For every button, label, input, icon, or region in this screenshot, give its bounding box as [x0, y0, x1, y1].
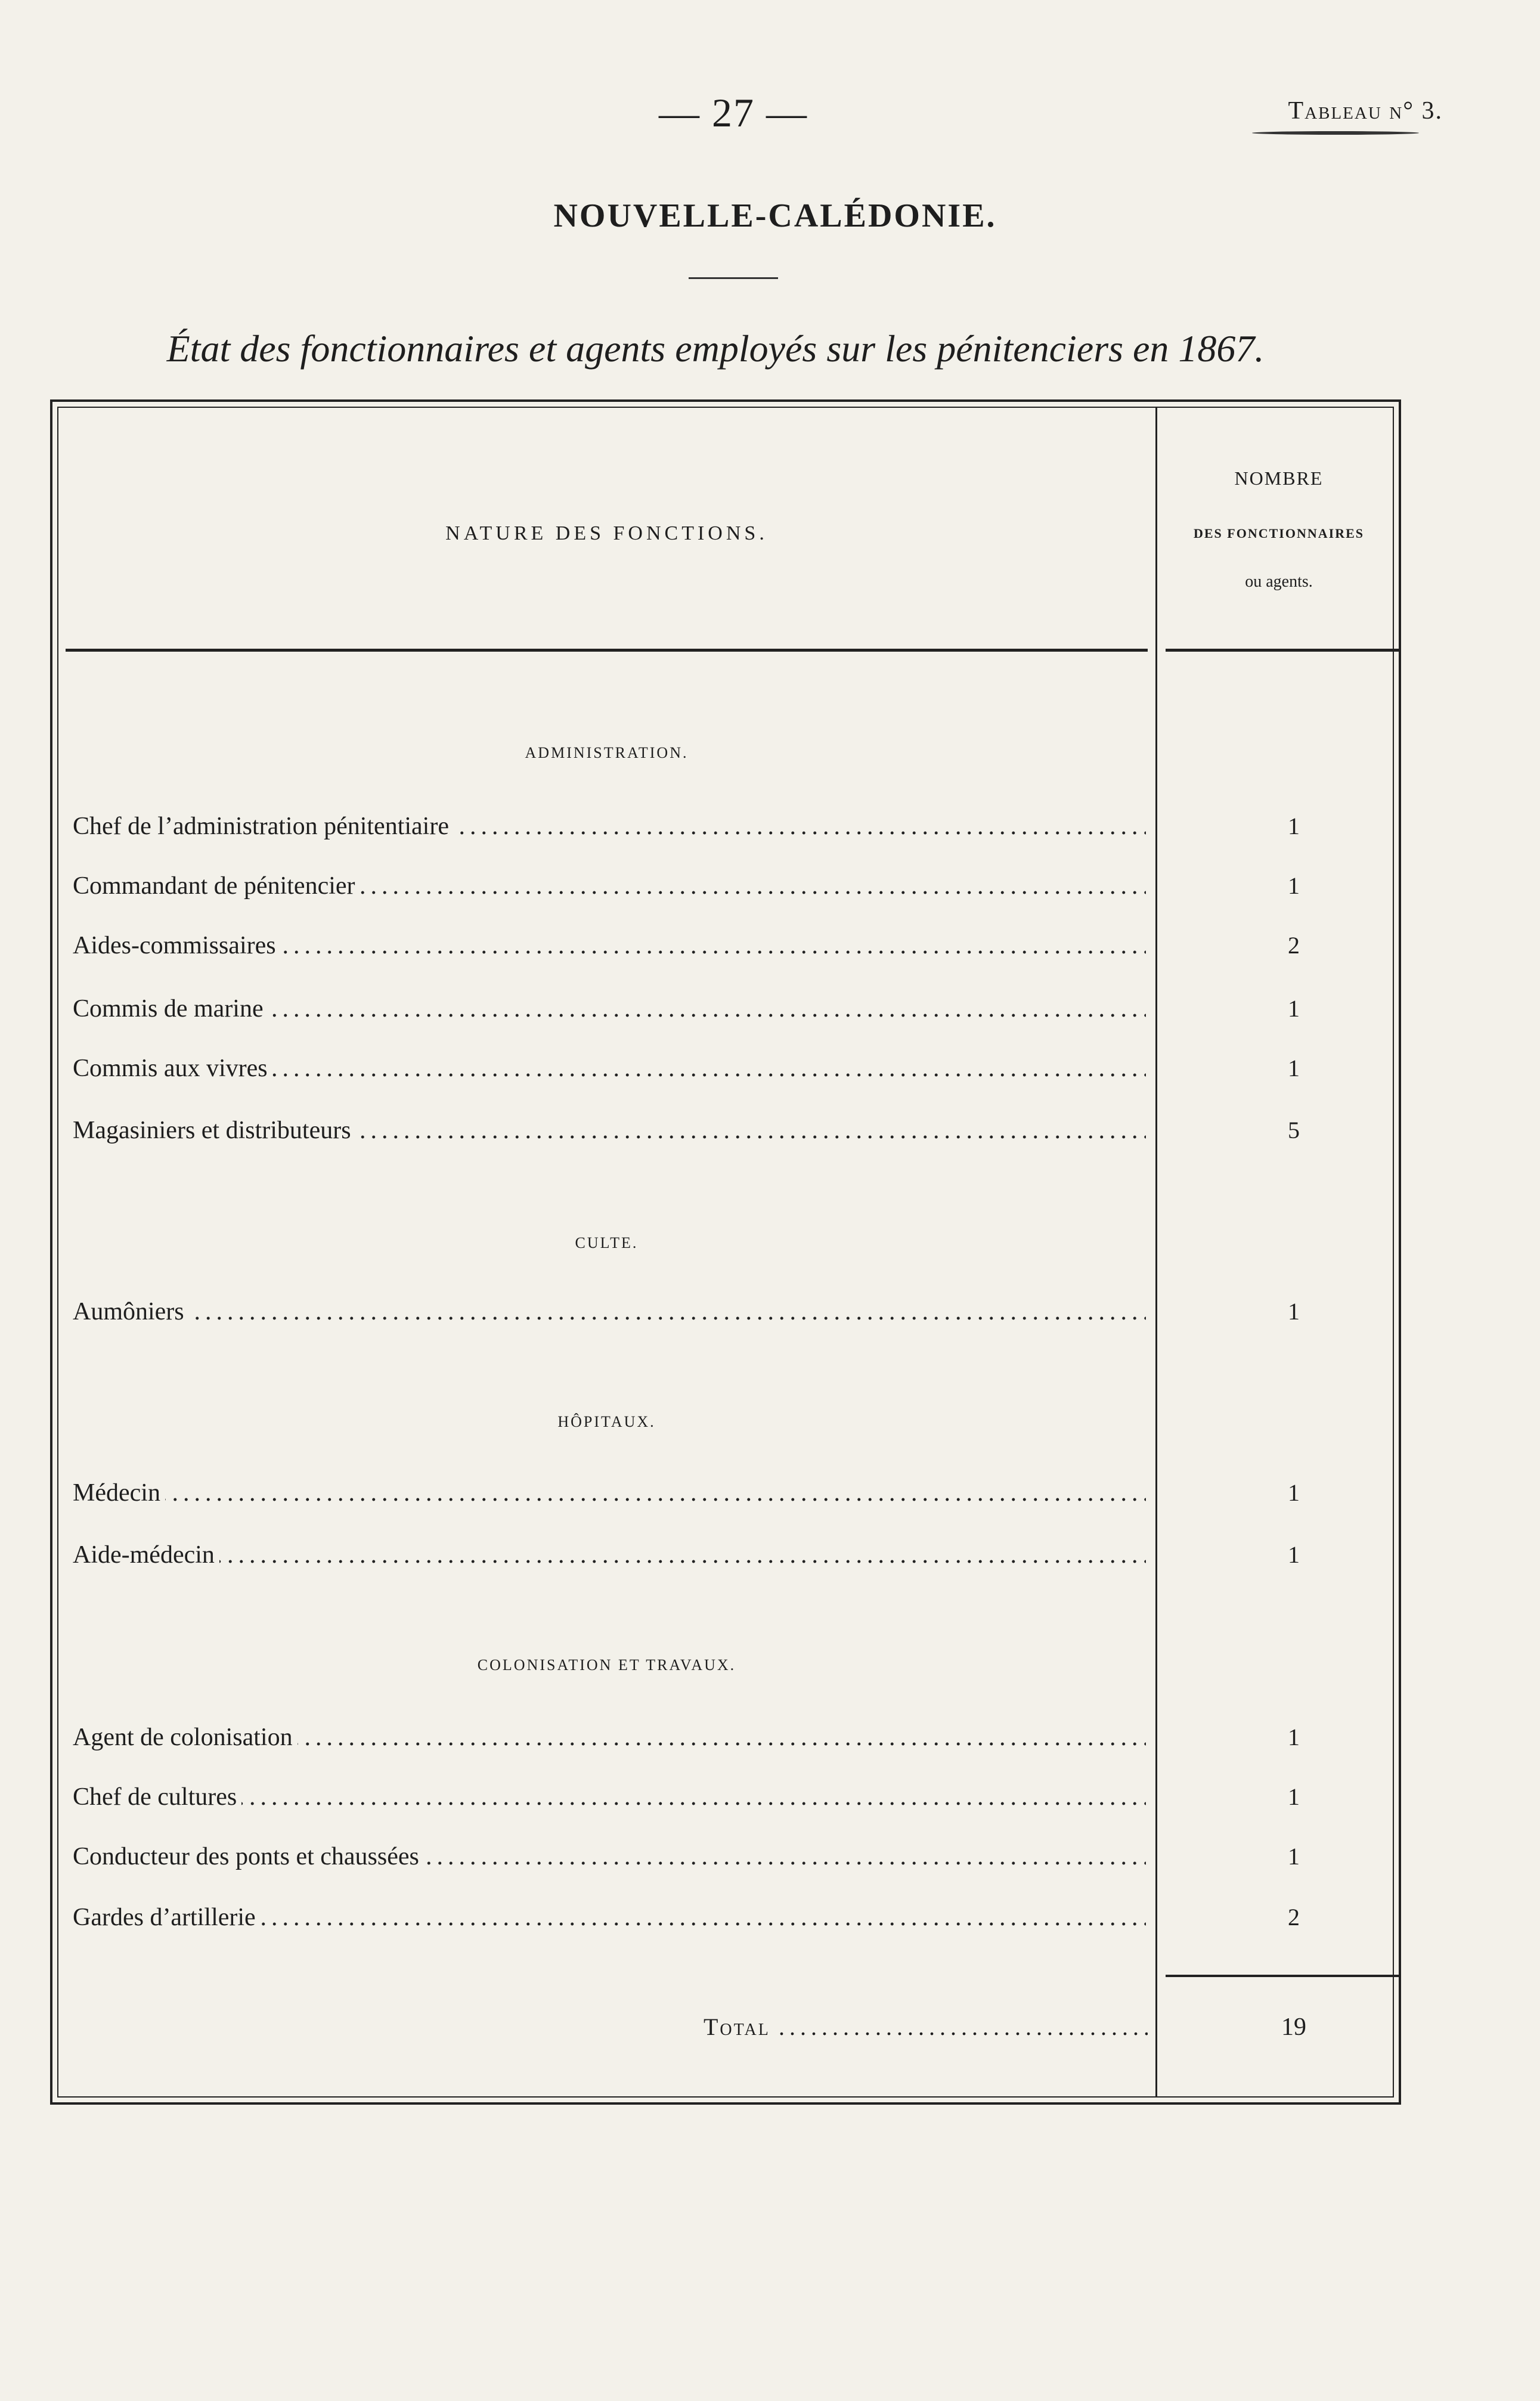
table-row-label: Médecin ..... — [73, 1475, 1146, 1511]
table-row-value: 1 — [1288, 1843, 1300, 1870]
table-row-value: 5 — [1288, 1117, 1300, 1144]
page-number: — 27 — — [659, 90, 808, 135]
table-row-label: Conducteur des ponts et chaussées ..... — [73, 1839, 1146, 1875]
table-row-label: Commis aux vivres ..... — [73, 1051, 1146, 1086]
section-title-colonisation: COLONISATION ET TRAVAUX. — [477, 1656, 736, 1674]
table-row-value: 1 — [1288, 1479, 1300, 1506]
table-row-label: Aide-médecin ..... — [73, 1537, 1146, 1573]
table-row-value: 1 — [1288, 1541, 1300, 1568]
total-label: Total ..... — [704, 2009, 1148, 2045]
section-title-administration: ADMINISTRATION. — [525, 744, 689, 761]
table-row-label: Aumôniers ..... — [73, 1294, 1146, 1330]
header-rule — [66, 649, 1148, 652]
table-row-value: 1 — [1288, 1783, 1300, 1810]
total-rule — [1166, 1975, 1401, 1977]
column-header-nombre: NOMBRE — [1234, 467, 1324, 489]
tableau-reference: Tableau n° 3. — [1288, 97, 1443, 125]
title-divider — [689, 277, 778, 279]
table-row-label: Agent de colonisation ..... — [73, 1720, 1146, 1755]
table-row-value: 1 — [1288, 813, 1300, 839]
table-row-value: 2 — [1288, 932, 1300, 959]
total-value: 19 — [1281, 2013, 1306, 2041]
table-row-label: Gardes d’artillerie ..... — [73, 1900, 1146, 1935]
table-row-label: Commis de marine ..... — [73, 991, 1146, 1027]
table-row-value: 1 — [1288, 1298, 1300, 1325]
table-row-value: 2 — [1288, 1904, 1300, 1931]
table-row-label: Commandant de pénitencier ..... — [73, 868, 1146, 904]
document-title: État des fonctionnaires et agents employés sur les pénitenciers en 1867. — [166, 327, 1265, 370]
column-header-nombre-sub: DES FONCTIONNAIRES — [1194, 526, 1364, 541]
table-row-value: 1 — [1288, 1724, 1300, 1751]
table-row-value: 1 — [1288, 995, 1300, 1022]
table-row-label: Chef de cultures ..... — [73, 1779, 1146, 1815]
table-row-value: 1 — [1288, 872, 1300, 899]
column-header-nature: NATURE DES FONCTIONS. — [445, 522, 768, 544]
header-rule — [1166, 649, 1401, 652]
region-title: NOUVELLE-CALÉDONIE. — [553, 197, 997, 234]
table-row-label: Chef de l’administration pénitentiaire ..... — [73, 808, 1146, 844]
section-title-hopitaux: HÔPITAUX. — [557, 1413, 656, 1430]
table-row-label: Magasiniers et distributeurs ..... — [73, 1113, 1146, 1148]
table-row-label: Aides-commissaires ..... — [73, 928, 1146, 964]
column-header-nombre-sub2: ou agents. — [1245, 572, 1313, 591]
table-row-value: 1 — [1288, 1055, 1300, 1082]
tableau-underline-flourish — [1252, 131, 1419, 135]
column-divider — [1155, 407, 1157, 2098]
section-title-culte: CULTE. — [575, 1234, 639, 1251]
